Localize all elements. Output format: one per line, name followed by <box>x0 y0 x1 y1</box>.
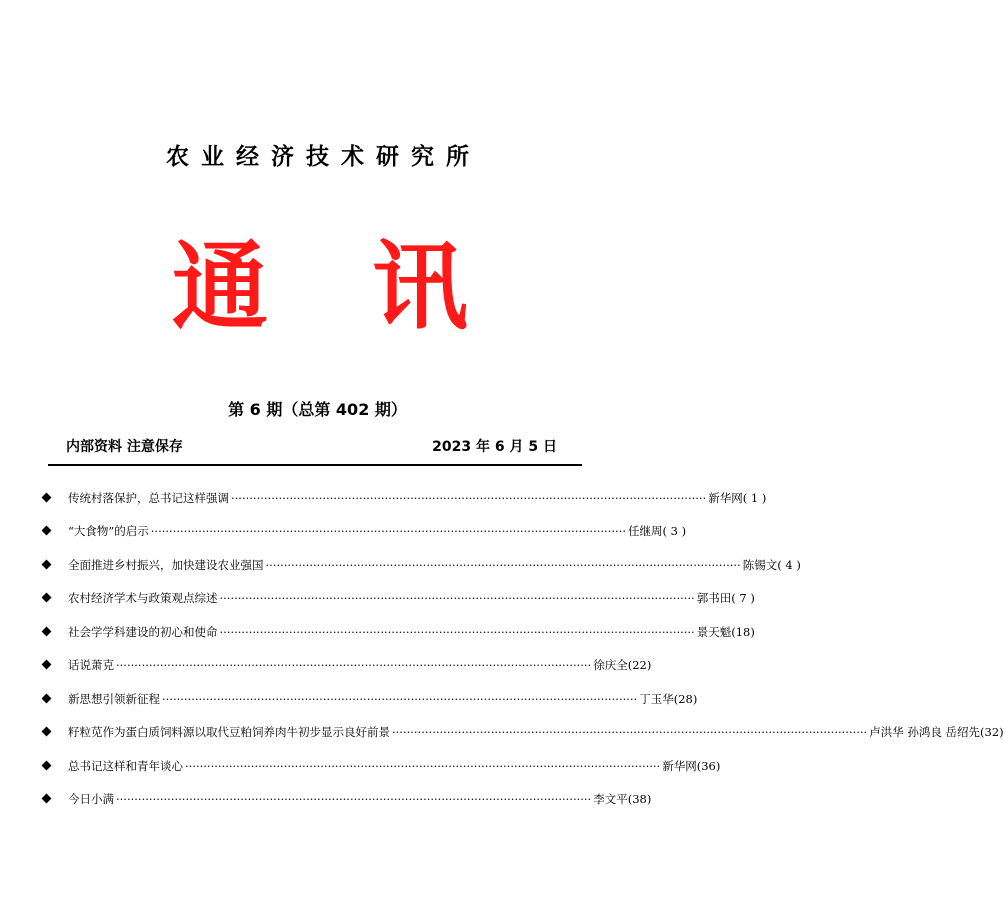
toc-leader: ·································································································································· <box>185 758 661 773</box>
diamond-bullet-icon <box>42 560 52 570</box>
toc-item[interactable] <box>42 682 698 716</box>
header-rule <box>48 464 582 466</box>
table-of-contents <box>42 481 1004 816</box>
toc-page: (36) <box>696 758 721 773</box>
toc-author: 丁玉华 <box>639 691 674 706</box>
toc-title: 社会学学科建设的初心和使命 <box>68 624 218 639</box>
toc-leader: ·································································································································· <box>116 792 592 807</box>
toc-page: (38) <box>627 792 652 807</box>
toc-author: 卢洪华 孙鸿良 岳绍先 <box>869 725 981 740</box>
toc-author: 郭书田 <box>696 591 732 606</box>
toc-item[interactable] <box>42 582 755 616</box>
restriction-note: 内部资料 注意保存 <box>66 439 183 455</box>
toc-item[interactable] <box>42 615 755 649</box>
diamond-bullet-icon <box>42 526 52 536</box>
issue-number: 第 6 期（总第 402 期） <box>228 400 407 419</box>
toc-leader: ·································································································································· <box>219 624 695 639</box>
toc-page: (32) <box>980 725 1004 740</box>
toc-leader: ·································································································································· <box>265 557 741 572</box>
toc-page: ( 4 ) <box>777 557 801 572</box>
toc-author: 景天魁 <box>696 624 732 639</box>
diamond-bullet-icon <box>42 493 52 503</box>
toc-leader: ·································································································································· <box>150 524 626 539</box>
toc-title: 籽粒苋作为蛋白质饲料源以取代豆粕饲养肉牛初步显示良好前景 <box>68 725 390 740</box>
toc-item[interactable] <box>42 548 801 582</box>
toc-page: (18) <box>731 624 755 639</box>
diamond-bullet-icon <box>42 694 52 704</box>
toc-page: ( 1 ) <box>742 490 767 505</box>
toc-author: 任继周 <box>627 524 663 539</box>
diamond-bullet-icon <box>42 593 52 603</box>
toc-title: 新思想引领新征程 <box>68 691 160 706</box>
toc-leader: ·································································································································· <box>219 591 695 606</box>
toc-page: (28) <box>673 691 698 706</box>
toc-item[interactable] <box>42 783 652 817</box>
toc-item[interactable] <box>42 649 652 683</box>
toc-leader: ·································································································································· <box>231 490 707 505</box>
toc-page: ( 3 ) <box>662 524 687 539</box>
diamond-bullet-icon <box>42 660 52 670</box>
toc-title: 话说萧克 <box>68 658 114 673</box>
toc-item[interactable] <box>42 716 1004 750</box>
toc-item[interactable] <box>42 515 687 549</box>
diamond-bullet-icon <box>42 727 52 737</box>
toc-title: “大食物”的启示 <box>68 524 149 539</box>
toc-author: 李文平 <box>593 792 628 807</box>
publication-date: 2023 年 6 月 5 日 <box>432 439 557 455</box>
publication-title-char-1: 通 <box>172 230 268 343</box>
toc-title: 总书记这样和青年谈心 <box>68 758 183 773</box>
toc-author: 新华网 <box>662 758 697 773</box>
toc-title: 全面推进乡村振兴，加快建设农业强国 <box>68 557 264 572</box>
diamond-bullet-icon <box>42 627 52 637</box>
diamond-bullet-icon <box>42 761 52 771</box>
institute-name: 农业经济技术研究所 <box>166 144 481 170</box>
toc-page: (22) <box>627 658 652 673</box>
publication-title-char-2: 讯 <box>372 230 468 343</box>
toc-page: ( 7 ) <box>731 591 755 606</box>
toc-author: 陈锡文 <box>742 557 778 572</box>
toc-item[interactable] <box>42 749 721 783</box>
toc-author: 徐庆全 <box>593 658 628 673</box>
toc-title: 传统村落保护，总书记这样强调 <box>68 490 229 505</box>
toc-title: 农村经济学术与政策观点综述 <box>68 591 218 606</box>
toc-title: 今日小满 <box>68 792 114 807</box>
toc-leader: ·································································································································· <box>162 691 638 706</box>
diamond-bullet-icon <box>42 794 52 804</box>
toc-leader: ·································································································································· <box>116 658 592 673</box>
toc-author: 新华网 <box>708 490 743 505</box>
toc-item[interactable] <box>42 481 767 515</box>
toc-leader: ·································································································································· <box>392 725 868 740</box>
